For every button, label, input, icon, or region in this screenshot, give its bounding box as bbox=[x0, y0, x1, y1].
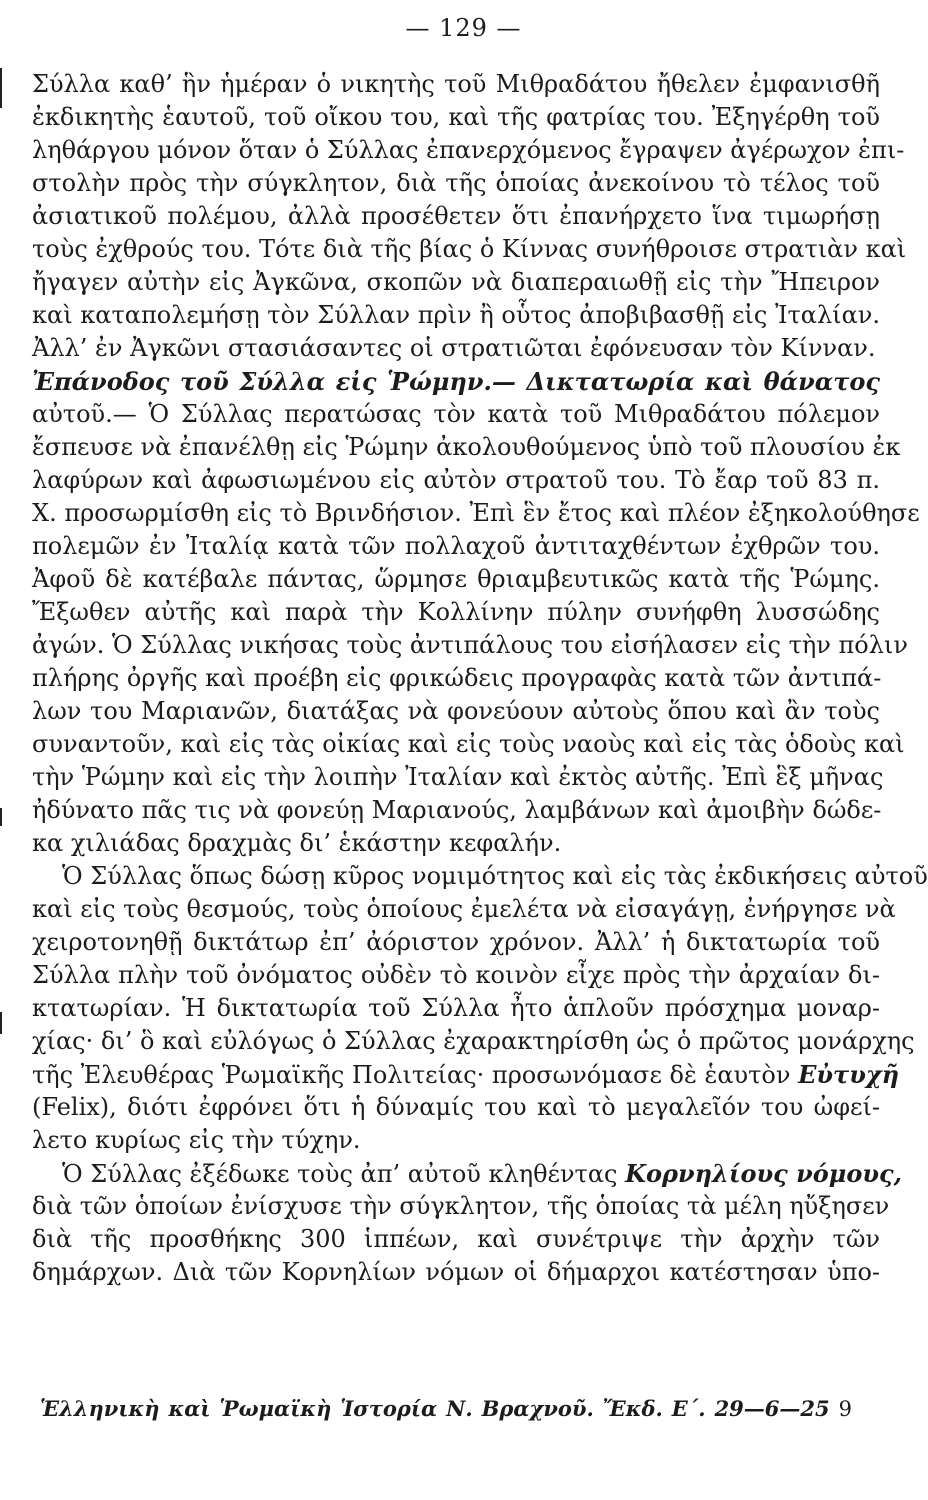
text-line: πλήρης ὀργῆς καὶ προέβη εἰς φρικώδεις προγραφὰς κατὰ τῶν ἀντιπά- bbox=[32, 664, 882, 692]
margin-mark bbox=[0, 1012, 2, 1034]
signature-mark: 9 bbox=[838, 1397, 852, 1421]
text-line: καὶ εἰς τοὺς θεσμούς, τοὺς ὁποίους ἐμελέτα νὰ εἰσαγάγῃ, ἐνήργησε νὰ bbox=[32, 895, 896, 923]
emphasized-word: Κορνηλίους νόμους, bbox=[625, 1159, 902, 1188]
text-span: Ὁ Σύλλας ἐξέδωκε τοὺς ἀπ’ αὐτοῦ κληθέντας bbox=[62, 1160, 618, 1188]
text-line: (Felix), διότι ἐφρόνει ὅτι ἡ δύναμίς του καὶ τὸ μεγαλεῖόν του ὠφεί- bbox=[32, 1093, 880, 1121]
text-line: χειροτονηθῇ δικτάτωρ ἐπ’ ἀόριστον χρόνον. Ἀλλ’ ἡ δικτατωρία τοῦ bbox=[32, 928, 880, 956]
text-line: ἠδύνατο πᾶς τις νὰ φονεύῃ Μαριανούς, λαμβάνων καὶ ἀμοιβὴν δώδε- bbox=[32, 796, 882, 824]
text-line: διὰ τῆς προσθήκης 300 ἱππέων, καὶ συνέτριψε τὴν ἀρχὴν τῶν bbox=[32, 1225, 880, 1253]
page-footer bbox=[40, 1393, 852, 1425]
text-line: Ἔξωθεν αὐτῆς καὶ παρὰ τὴν Κολλίνην πύλην συνήφθη λυσσώδης bbox=[32, 598, 880, 626]
text-line: ἤγαγεν αὐτὴν εἰς Ἀγκῶνα, σκοπῶν νὰ διαπεραιωθῇ εἰς τὴν Ἤπειρον bbox=[32, 268, 880, 296]
text-line: ἐκδικητὴς ἑαυτοῦ, τοῦ οἴκου του, καὶ τῆς φατρίας του. Ἐξηγέρθη τοῦ bbox=[32, 103, 880, 131]
text-line: Ἀλλ’ ἐν Ἀγκῶνι στασιάσαντες οἱ στρατιῶται ἐφόνευσαν τὸν Κίνναν. bbox=[32, 334, 876, 362]
text-line: στολὴν πρὸς τὴν σύγκλητον, διὰ τῆς ὁποίας ἀνεκοίνου τὸ τέλος τοῦ bbox=[32, 169, 880, 197]
text-line: χίας· δι’ ὃ καὶ εὐλόγως ὁ Σύλλας ἐχαρακτηρίσθη ὡς ὁ πρῶτος μονάρχης bbox=[32, 1027, 915, 1055]
text-line: ἀσιατικοῦ πολέμου, ἀλλὰ προσέθετεν ὅτι ἐπανήρχετο ἵνα τιμωρήσῃ bbox=[32, 202, 880, 230]
text-line: ἀγών. Ὁ Σύλλας νικήσας τοὺς ἀντιπάλους του εἰσήλασεν εἰς τὴν πόλιν bbox=[32, 631, 908, 659]
text-line: κα χιλιάδας δραχμὰς δι’ ἑκάστην κεφαλήν. bbox=[32, 829, 562, 857]
text-line: συναντοῦν, καὶ εἰς τὰς οἰκίας καὶ εἰς τοὺς ναοὺς καὶ εἰς τὰς ὁδοὺς καὶ bbox=[32, 730, 905, 758]
text-line: ἔσπευσε νὰ ἐπανέλθῃ εἰς Ῥώμην ἀκολουθούμενος ὑπὸ τοῦ πλουσίου ἐκ bbox=[32, 433, 901, 461]
text-line bbox=[32, 1157, 902, 1190]
text-line: ληθάργου μόνον ὅταν ὁ Σύλλας ἐπανερχόμενος ἔγραψεν ἀγέρωχον ἐπι- bbox=[32, 136, 905, 164]
text-line: διὰ τῶν ὁποίων ἐνίσχυσε τὴν σύγκλητον, τῆς ὁποίας τὰ μέλη ηὔξησεν bbox=[32, 1192, 890, 1220]
page-number: — 129 — bbox=[405, 14, 522, 42]
text-line: Σύλλα πλὴν τοῦ ὀνόματος οὐδὲν τὸ κοινὸν εἶχε πρὸς τὴν ἀρχαίαν δι- bbox=[32, 961, 880, 989]
text-line: τὴν Ῥώμην καὶ εἰς τὴν λοιπὴν Ἰταλίαν καὶ ἐκτὸς αὐτῆς. Ἐπὶ ἓξ μῆνας bbox=[32, 763, 884, 791]
text-line bbox=[32, 1058, 900, 1091]
text-line: Χ. προσωρμίσθη εἰς τὸ Βρινδήσιον. Ἐπὶ ἓν ἔτος καὶ πλέον ἐξηκολούθησε bbox=[32, 499, 920, 527]
text-line: αὐτοῦ.— Ὁ Σύλλας περατώσας τὸν κατὰ τοῦ Μιθραδάτου πόλεμον bbox=[32, 400, 880, 428]
text-line: Σύλλα καθ’ ἣν ἡμέραν ὁ νικητὴς τοῦ Μιθραδάτου ἤθελεν ἐμφανισθῆ bbox=[32, 70, 880, 98]
section-heading: Ἐπάνοδος τοῦ Σύλλα εἰς Ῥώμην.— Δικτατωρία καὶ θάνατος bbox=[32, 367, 880, 396]
text-line: κτατωρίαν. Ἡ δικτατωρία τοῦ Σύλλα ἦτο ἁπλοῦν πρόσχημα μοναρ- bbox=[32, 994, 880, 1022]
text-line: Ὁ Σύλλας ὅπως δώσῃ κῦρος νομιμότητος καὶ εἰς τὰς ἐκδικήσεις αὐτοῦ bbox=[62, 862, 928, 890]
text-line: πολεμῶν ἐν Ἰταλίᾳ κατὰ τῶν πολλαχοῦ ἀντιταχθέντων ἐχθρῶν του. bbox=[32, 532, 880, 560]
text-line: λων του Μαριανῶν, διατάξας νὰ φονεύουν αὐτοὺς ὅπου καὶ ἂν τοὺς bbox=[32, 697, 880, 725]
text-line: δημάρχων. Διὰ τῶν Κορνηλίων νόμων οἱ δήμαρχοι κατέστησαν ὑπο- bbox=[32, 1258, 880, 1286]
margin-mark bbox=[0, 808, 2, 826]
text-line: λετο κυρίως εἰς τὴν τύχην. bbox=[32, 1126, 361, 1154]
text-line: Ἀφοῦ δὲ κατέβαλε πάντας, ὥρμησε θριαμβευτικῶς κατὰ τῆς Ῥώμης. bbox=[32, 565, 880, 593]
text-span: τῆς Ἐλευθέρας Ῥωμαϊκῆς Πολιτείας· προσωνόμασε δὲ ἑαυτὸν bbox=[32, 1061, 791, 1089]
text-line: τοὺς ἐχθρούς του. Τότε διὰ τῆς βίας ὁ Κίννας συνήθροισε στρατιὰν καὶ bbox=[32, 235, 907, 263]
emphasized-word: Εὐτυχῆ bbox=[798, 1060, 900, 1089]
margin-mark bbox=[0, 68, 2, 108]
footer-title: Ἑλληνικὴ καὶ Ῥωμαϊκὴ Ἱστορία Ν. Βραχνοῦ. Ἔκδ. Ε΄. 29—6—25 bbox=[40, 1396, 830, 1421]
text-body bbox=[32, 68, 928, 1289]
text-line: καὶ καταπολεμήσῃ τὸν Σύλλαν πρὶν ἢ οὗτος ἀποβιβασθῇ εἰς Ἰταλίαν. bbox=[32, 301, 880, 329]
text-line: λαφύρων καὶ ἀφωσιωμένου εἰς αὐτὸν στρατοῦ του. Τὸ ἔαρ τοῦ 83 π. bbox=[32, 466, 880, 494]
